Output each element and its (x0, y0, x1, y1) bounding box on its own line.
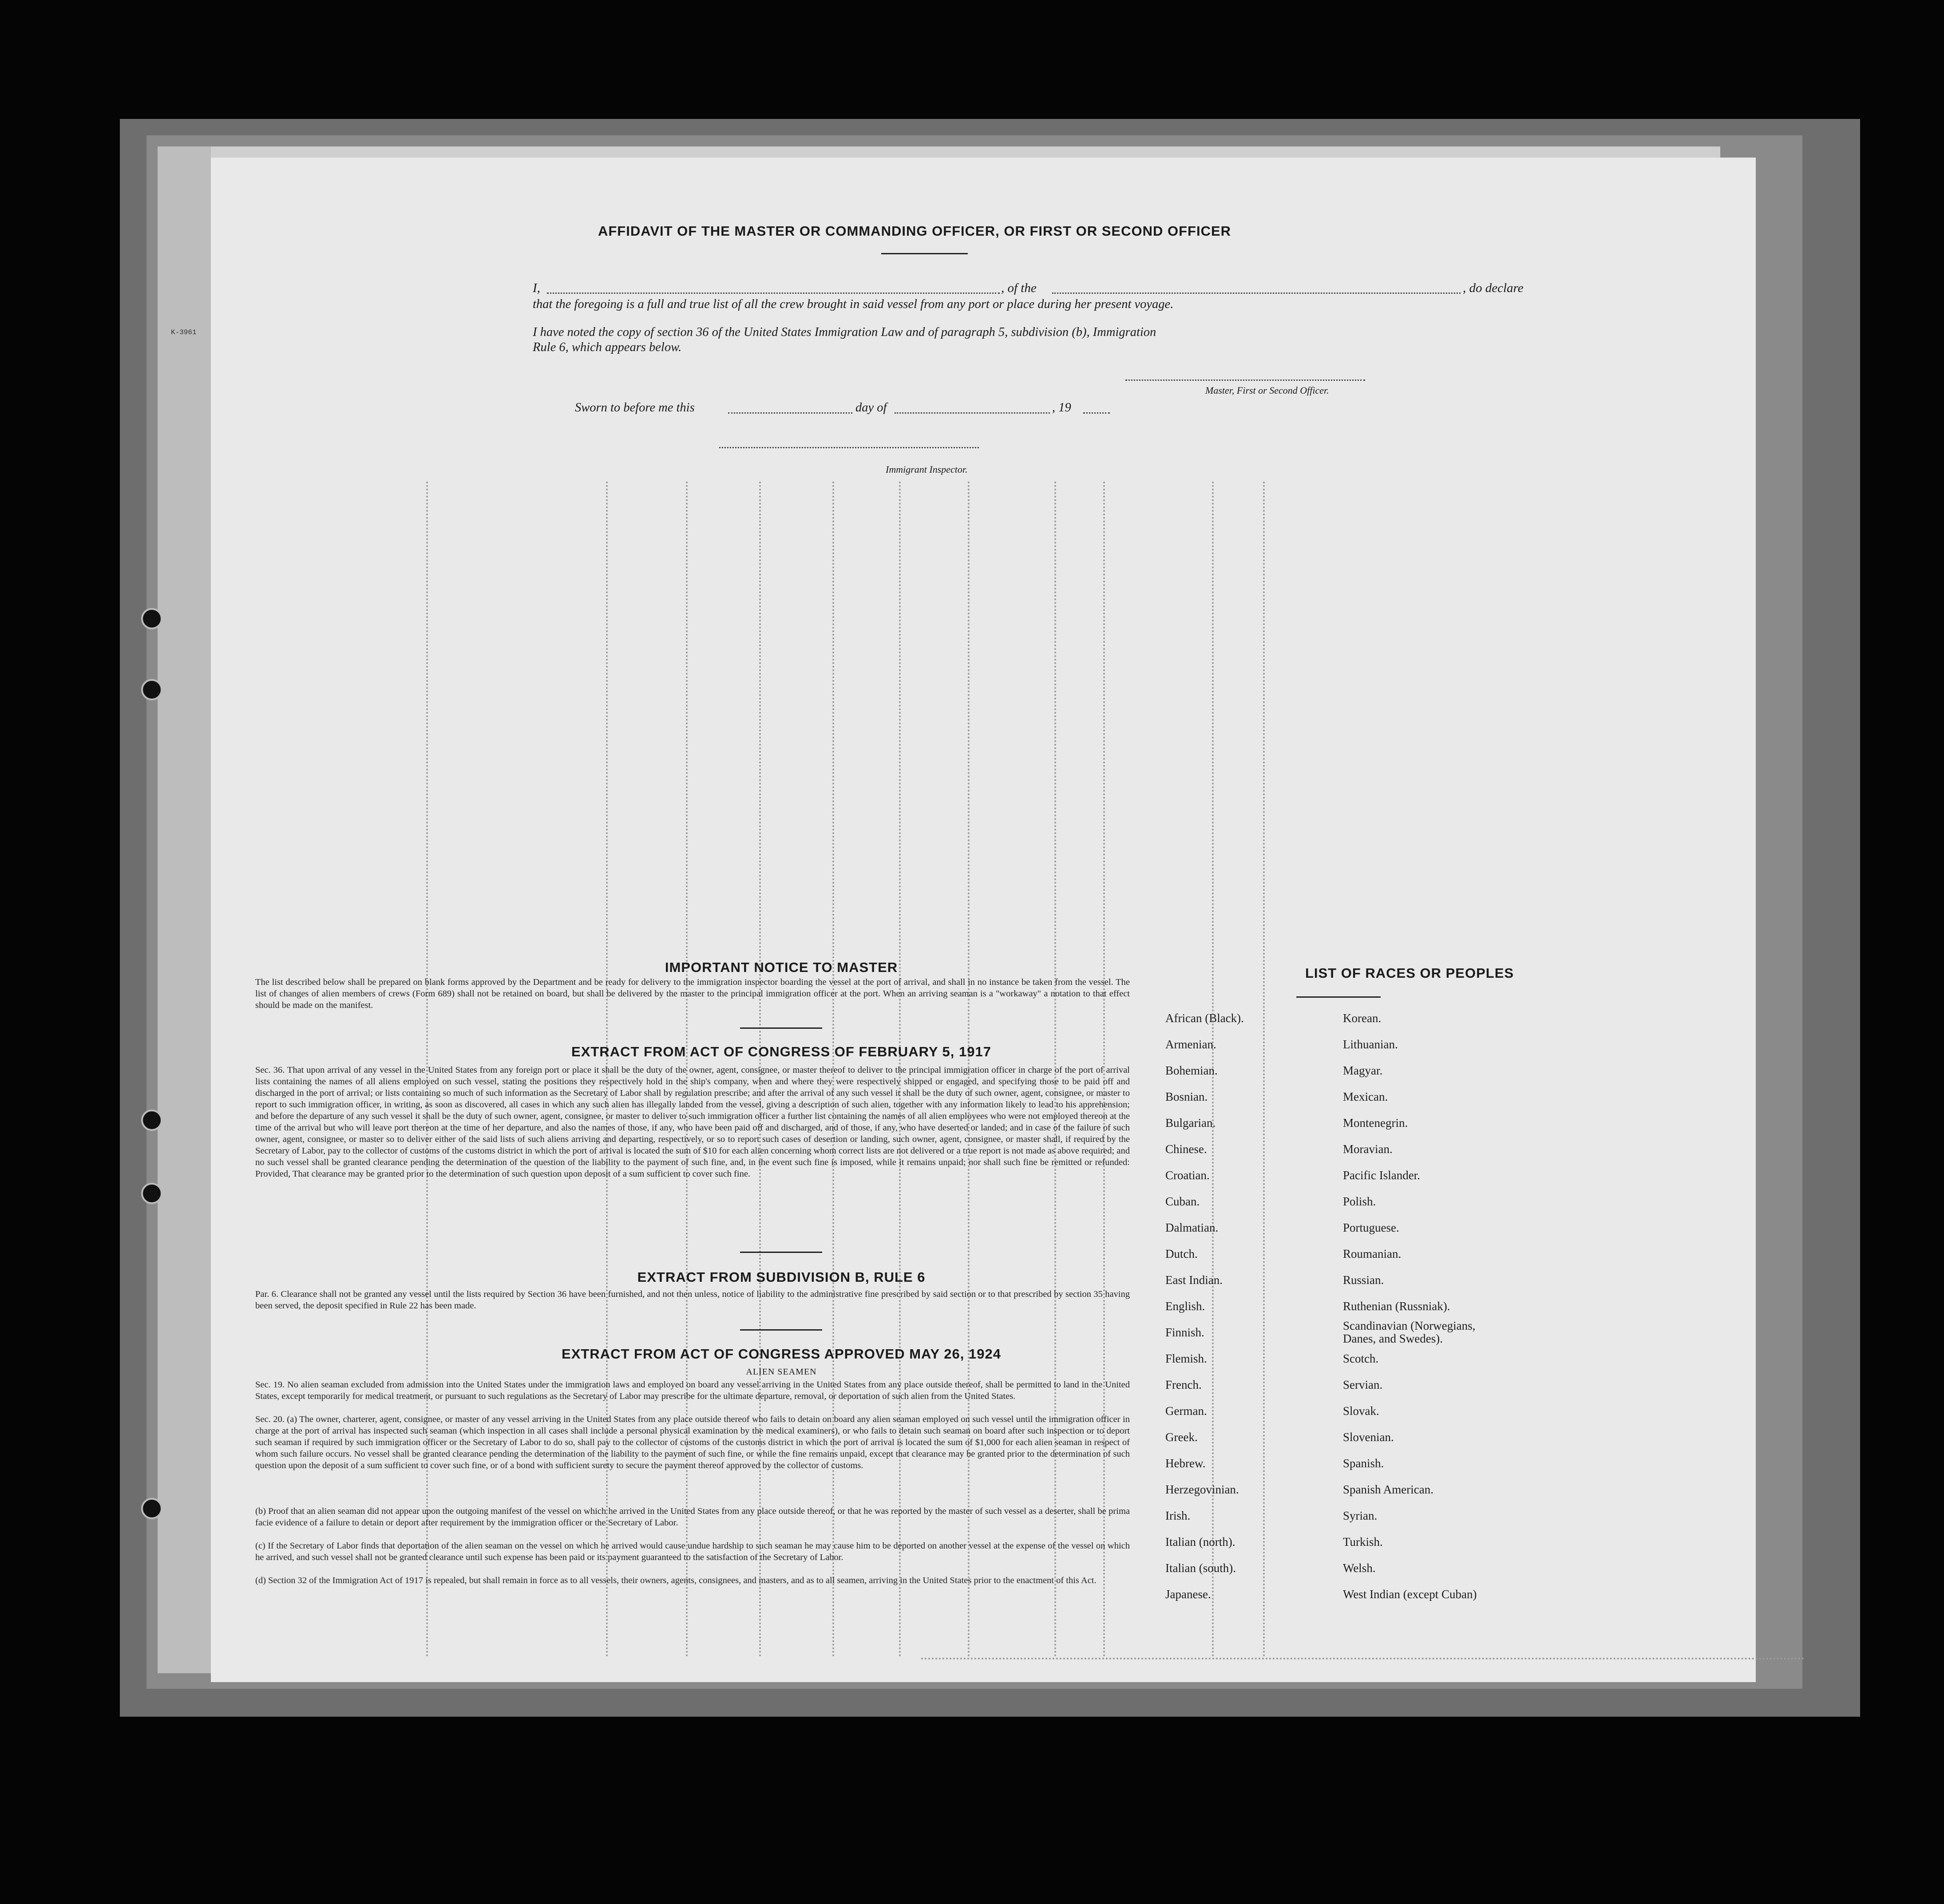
race-item: Spanish. (1343, 1457, 1384, 1470)
binding-hole (141, 1110, 162, 1131)
affidavit-line-3: I have noted the copy of section 36 of the United States Immigration Law and of paragraph 5, subdivision (b), Immigration (533, 325, 1156, 339)
extract-1924-title: EXTRACT FROM ACT OF CONGRESS APPROVED MAY 26, 1924 (562, 1346, 1001, 1362)
race-item: Pacific Islander. (1343, 1169, 1420, 1182)
bleed-through-rule (921, 1658, 1805, 1659)
race-item: Scandinavian (Norwegians, Danes, and Swedes). (1343, 1319, 1476, 1345)
sworn-day-label: day of (855, 401, 887, 415)
declarant-prefix: I, (533, 281, 540, 295)
race-item: Chinese. (1165, 1142, 1207, 1156)
race-item: Slovak. (1343, 1404, 1379, 1418)
race-item: Magyar. (1343, 1064, 1383, 1077)
race-item: Dalmatian. (1165, 1221, 1219, 1234)
race-item: Welsh. (1343, 1561, 1376, 1575)
race-item: German. (1165, 1404, 1207, 1418)
inspector-label: Immigrant Inspector. (886, 464, 968, 475)
race-item: Bulgarian. (1165, 1116, 1216, 1130)
binding-hole (141, 679, 162, 700)
races-title: LIST OF RACES OR PEOPLES (1305, 965, 1514, 981)
extract-1917-text: Sec. 36. That upon arrival of any vessel in the United States from any foreign port or place it shall be the duty of the owner, agent, consignee, or master thereof to deliver to the principal immigration officer in charge of the port of arrival lists containing the names of all aliens employed on such vessel, stating the positions they respectively hold in the ship's company, when and where they were respectively shipped or engaged, and specifying those to be paid off and discharged in the port of arrival; or lists containing so much of such information as the Secretary of Labor shall by regulation prescribe; and after the arrival of any such vessel it shall be the duty of such owner, agent, consignee, or master to report to such immigration officer, in writing, as soon as discovered, all cases in which any such alien has illegally landed from the vessel, giving a description of such alien, together with any information likely to lead to his apprehension; and before the departure of any such vessel it shall be the duty of such owner, agent, consignee, or master to deliver to such immigration officer a further list containing the names of all alien employees who were not employed thereon at the time of the arrival but who will leave port thereon at the time of her departure, and also the names of those, if any, who have been paid off and discharged, and of those, if any, who have deserted or landed; and in case of the failure of such owner, agent, consignee, or master so to deliver either of the said lists of such aliens arriving and departing, respectively, or so to report such cases of desertion or landing, such owner, agent, consignee, or master shall, if required by the Secretary of Labor, pay to the collector of customs of the customs district in which the port of arrival is located the sum of $10 for each alien concerning whom correct lists are not delivered or a true report is not made as above required; and no such vessel shall be granted clearance pending the determination of the question of the liability to the payment of such fine, and, in the event such fine is imposed, while it remains unpaid; nor shall such fine be remitted or refunded: Provided, That clearance may be granted prior to the determination of such question upon deposit of a sum sufficient to cover such fine. (255, 1065, 1130, 1179)
vessel-name-blank[interactable] (1052, 292, 1461, 294)
race-item: Polish. (1343, 1195, 1376, 1208)
sworn-day-blank[interactable] (728, 412, 852, 414)
extract-1924-sec20a: Sec. 20. (a) The owner, charterer, agent, consignee, or master of any vessel arriving in the United States from any place outside thereof who fails to detain on board any alien seaman employed on such vessel until the immigration officer in charge at the port of arrival has inspected such seaman (which inspection in all cases shall include a personal physical examination by the medical examiners), or who fails to detain such seaman on board after such inspection or to deport such seaman if required by such immigration officer or the Secretary of Labor to do so, shall pay to the collector of customs of the customs district in which the port of arrival is located the sum of $1,000 for each alien seaman in respect of whom such failure occurs. No vessel shall be granted clearance pending the determination of the liability to the payment of such fine, or while the fine remains unpaid, except that clearance may be granted prior to the determination of such question upon the deposit of a sum sufficient to cover such fine, or of a bond with sufficient surety to secure the payment thereof approved by the collector of customs. (255, 1414, 1130, 1470)
affidavit-line-4: Rule 6, which appears below. (533, 340, 682, 354)
race-item: Roumanian. (1343, 1247, 1402, 1260)
affidavit-line-1 (533, 281, 1532, 299)
binding-hole (141, 1498, 162, 1519)
race-item: Korean. (1343, 1011, 1382, 1025)
race-item: Italian (north). (1165, 1535, 1235, 1548)
race-item: Japanese. (1165, 1588, 1211, 1601)
master-signature-label: Master, First or Second Officer. (1205, 385, 1329, 396)
extract-1917-title: EXTRACT FROM ACT OF CONGRESS OF FEBRUARY 5, 1917 (571, 1044, 991, 1059)
extract-1924-sec20c: (c) If the Secretary of Labor finds that deportation of the alien seaman on the vessel on which he arrived would cause undue hardship to such seaman he may cause him to be deported on another vessel at the expense of the vessel on which he arrived, and such vessel shall not be granted clearance until such expense has been paid or its payment guaranteed to the satisfaction of the Secretary of Labor. (255, 1541, 1130, 1562)
affidavit-page (211, 158, 1756, 1682)
sworn-prefix: Sworn to before me this (575, 401, 695, 415)
race-item: Flemish. (1165, 1352, 1207, 1365)
master-signature-blank[interactable] (1125, 379, 1365, 381)
races-title-rule (1296, 996, 1381, 998)
race-item: Scotch. (1343, 1352, 1379, 1365)
race-item: Syrian. (1343, 1509, 1378, 1522)
race-item: Portuguese. (1343, 1221, 1399, 1234)
section-rule (740, 1027, 822, 1029)
title-rule (881, 253, 968, 254)
race-item: Armenian. (1165, 1038, 1216, 1051)
race-item: East Indian. (1165, 1273, 1223, 1287)
race-item: Herzegovinian. (1165, 1483, 1239, 1496)
race-item: Irish. (1165, 1509, 1191, 1522)
race-item: Dutch. (1165, 1247, 1198, 1260)
race-item: Turkish. (1343, 1535, 1383, 1548)
race-item: French. (1165, 1378, 1202, 1391)
sworn-month-blank[interactable] (895, 412, 1050, 414)
binding-hole (141, 608, 162, 629)
extract-1924-subtitle: ALIEN SEAMEN (746, 1367, 817, 1377)
race-item: African (Black). (1165, 1011, 1244, 1025)
extract-rule6-title: EXTRACT FROM SUBDIVISION B, RULE 6 (637, 1269, 926, 1285)
races-list-right (1343, 1005, 1663, 1608)
race-item: Greek. (1165, 1430, 1198, 1444)
sworn-year-blank[interactable] (1083, 412, 1110, 414)
form-stamp: K-3961 (171, 328, 197, 336)
race-item: Cuban. (1165, 1195, 1200, 1208)
race-item: Mexican. (1343, 1090, 1388, 1103)
race-item: Ruthenian (Russniak). (1343, 1300, 1450, 1313)
race-item: Bosnian. (1165, 1090, 1208, 1103)
race-item: Bohemian. (1165, 1064, 1218, 1077)
extract-1924-sec20d: (d) Section 32 of the Immigration Act of 1917 is repealed, but shall remain in force as to all vessels, their owners, agents, consignees, and masters, and as to all seamen, arriving in the United States prior to the enactment of this Act. (255, 1576, 1097, 1585)
vessel-prefix: , of the (1001, 281, 1037, 295)
race-item: Spanish American. (1343, 1483, 1433, 1496)
binding-stub (158, 146, 211, 1673)
notice-text: The list described below shall be prepared on blank forms approved by the Department and be ready for delivery to the immigration inspector boarding the vessel at the port of arrival, and shall in no instance be taken from the vessel. The list of changes of alien members of crews (Form 689) shall not be retained on board, but shall be delivered by the master to the principal immigration officer at the port. When an arriving seaman is a "workaway" a notation to that effect should be made on the manifest. (255, 977, 1130, 1010)
inspector-signature-blank[interactable] (719, 447, 979, 448)
race-item: Hebrew. (1165, 1457, 1206, 1470)
race-item: Lithuanian. (1343, 1038, 1398, 1051)
declare-suffix: , do declare (1463, 281, 1524, 295)
section-rule (740, 1252, 822, 1253)
race-item: Croatian. (1165, 1169, 1210, 1182)
declarant-name-blank[interactable] (547, 292, 1000, 294)
notice-title: IMPORTANT NOTICE TO MASTER (665, 960, 898, 975)
extract-1924-sec20b: (b) Proof that an alien seaman did not appear upon the outgoing manifest of the vessel on which he arrived in the United States from any place outside thereof, or that he was reported by the master of such vessel as a deserter, shall be prima facie evidence of a failure to detain or deport after requirement by the immigration officer or the Secretary of Labor. (255, 1506, 1130, 1528)
binding-hole (141, 1183, 162, 1204)
race-item: Finnish. (1165, 1326, 1204, 1339)
race-item: Montenegrin. (1343, 1116, 1408, 1130)
race-item: Servian. (1343, 1378, 1383, 1391)
section-rule (740, 1329, 822, 1331)
race-item: Italian (south). (1165, 1561, 1236, 1575)
affidavit-line-2: that the foregoing is a full and true list of all the crew brought in said vessel from any port or place during her present voyage. (533, 297, 1174, 311)
race-item: West Indian (except Cuban) (1343, 1588, 1477, 1601)
race-item: Russian. (1343, 1273, 1384, 1287)
affidavit-title: AFFIDAVIT OF THE MASTER OR COMMANDING OFFICER, OR FIRST OR SECOND OFFICER (598, 223, 1231, 239)
sworn-year-label: , 19 (1052, 401, 1071, 415)
extract-rule6-text: Par. 6. Clearance shall not be granted any vessel until the lists required by Section 36 have been furnished, and not then unless, notice of liability to the administrative fine prescribed by said section or to that prescribed by section 35 having been served, the deposit specified in Rule 22 has been made. (255, 1289, 1130, 1311)
race-item: Moravian. (1343, 1142, 1393, 1156)
race-item: Slovenian. (1343, 1430, 1394, 1444)
extract-1924-sec19: Sec. 19. No alien seaman excluded from admission into the United States under the immigration laws and employed on board any vessel arriving in the United States from any place outside thereof, shall be permitted to land in the United States, except temporarily for medical treatment, or pursuant to such regulations as the Secretary of Labor may prescribe for the ultimate departure, removal, or deportation of such alien from the United States. (255, 1380, 1130, 1401)
sworn-line (575, 401, 1330, 419)
race-item: English. (1165, 1300, 1205, 1313)
